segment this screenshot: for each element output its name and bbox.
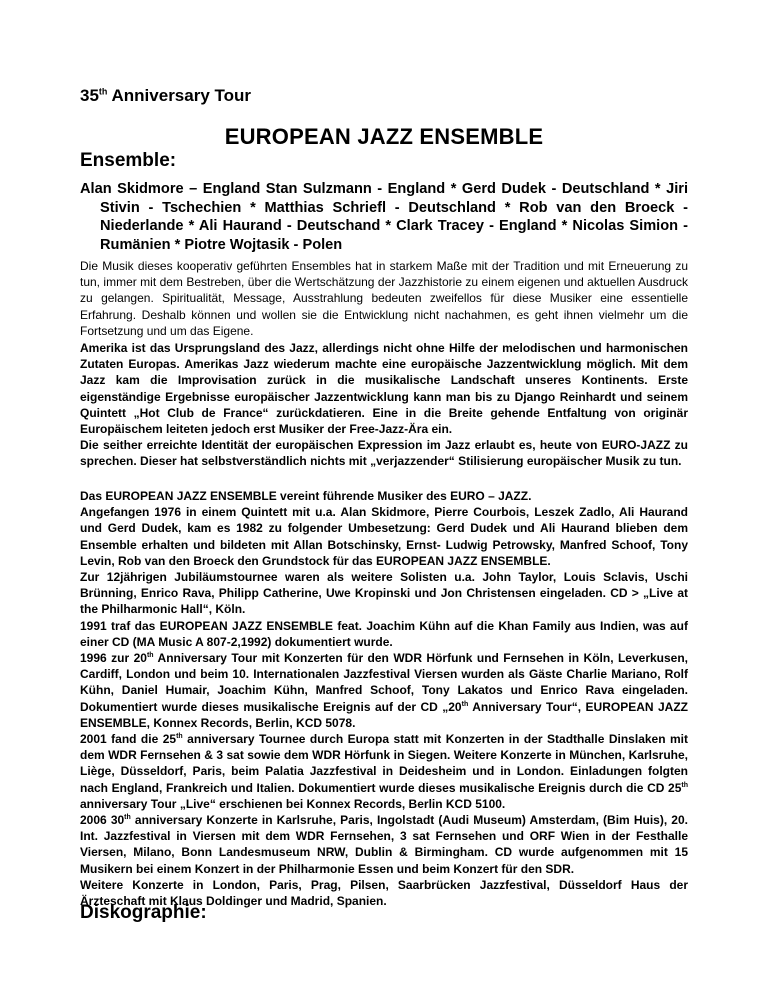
america-text-1: Amerika ist das Ursprungsland des Jazz, allerdings nicht ohne Hilfe der melodischen und harmonischen Zutaten Europas. Amerikas Jazz wiederum machte eine europäische Jazzentwicklung möglich. Mit dem Jazz kam die Improvisation zurück in die musikalische Landschaft unseres Kontinents. Erste eigenständige Ergebnisse europäischer Jazzentwicklung kann man bis zu Django Reinhardt und seinem Quintett „Hot Club de France“ zurückdatieren. Eine in die Breite gehende Entfaltung von originär Europäischem leiteten jedoch erst Musiker der Free-Jazz-Ära ein. bbox=[80, 341, 688, 437]
history-line-7: 2006 30th anniversary Konzerte in Karlsruhe, Paris, Ingolstadt (Audi Museum) Amsterdam, (Bim Huis), 20. Int. Jazzfestival in Viersen mit dem WDR Fernsehen, 3 sat Fernsehen und ORF Wien in der Festhalle Viersen, Milano, Bonn Landesmuseum NRW, Dublin & Birmingham. CD wurde aufgenommen mit 15 Musikern bei einem Konzert in der Philharmonie Essen und beim Konzert für den SDR. bbox=[80, 813, 688, 876]
history-line-4: 1991 traf das EUROPEAN JAZZ ENSEMBLE feat. Joachim Kühn auf die Khan Family aus Indien, was auf einer CD (MA Music A 807-2,1992) dokumentiert wurde. bbox=[80, 618, 688, 649]
history-line-6: 2001 fand die 25th anniversary Tournee durch Europa statt mit Konzerten in der Stadthalle Dinslaken mit dem WDR Fernsehen & 3 sat sowie dem WDR Hörfunk in Siegen. Weitere Konzerte in München, Karlsruhe, Liège, Düsseldorf, Paris, beim Palatia Jazzfestival in Deidesheim und in London. Einladungen folgten nach England, Frankreich und Italien. Dokumentiert wurde dieses musikalische Ereignis durch die CD 25th anniversary Tour „Live“ erschienen bei Konnex Records, Berlin KCD 5100. bbox=[80, 732, 688, 811]
america-text-2: Die seither erreichte Identität der europäischen Expression im Jazz erlaubt es, heute von EURO-JAZZ zu sprechen. Dieser hat selbstverständlich nichts mit „verjazzender“ Stilisierung europäischer Musik zu tun. bbox=[80, 438, 688, 469]
america-paragraph bbox=[80, 340, 688, 470]
discography-heading: Diskographie: bbox=[80, 902, 207, 923]
history-line-1: Das EUROPEAN JAZZ ENSEMBLE vereint führende Musiker des EURO – JAZZ. bbox=[80, 489, 532, 503]
history-line-5: 1996 zur 20th Anniversary Tour mit Konzerten für den WDR Hörfunk und Fernsehen in Köln, Leverkusen, Cardiff, London und beim 10. Internationalen Jazzfestival Viersen wurden als Gäste Charlie Mariano, Rolf Kühn, Daniel Humair, Joachim Kühn, Manfred Schoof, Tony Lakatos und Enrico Rava eingeladen. Dokumentiert wurde dieses musikalische Ereignis auf der CD „20th Anniversary Tour“, EUROPEAN JAZZ ENSEMBLE, Konnex Records, Berlin, KCD 5078. bbox=[80, 651, 689, 730]
history-line-8: Weitere Konzerte in London, Paris, Prag, Pilsen, Saarbrücken Jazzfestival, Düsseldorf Haus der Ärzteschaft mit Klaus Doldinger und Madrid, Spanien. bbox=[80, 877, 688, 909]
history-line-2: Angefangen 1976 in einem Quintett mit u.a. Alan Skidmore, Pierre Courbois, Leszek Zadlo, Ali Haurand und Gerd Dudek, kam es 1982 zu folgender Umbesetzung: Gerd Dudek und Ali Haurand blieben dem Ensemble erhalten und bildeten mit Allan Botschinsky, Ernst- Ludwig Petrowsky, Manfred Schoof, Tony Levin, Rob van den Broeck den Grundstock für das EUROPEAN JAZZ ENSEMBLE. bbox=[80, 505, 688, 568]
page-title: EUROPEAN JAZZ ENSEMBLE bbox=[224, 124, 544, 149]
history-paragraph bbox=[80, 488, 688, 909]
ensemble-members: Alan Skidmore – England Stan Sulzmann - England * Gerd Dudek - Deutschland * Jiri Stivin - Tschechien * Matthias Schriefl - Deutschland * Rob van den Broeck - Niederlande * Ali Haurand - Deutschand * Clark Tracey - England * Nicolas Simion - Rumänien * Piotre Wojtasik - Polen bbox=[80, 181, 688, 253]
tour-subtitle: 35th Anniversary Tour bbox=[80, 86, 252, 105]
history-line-3: Zur 12jährigen Jubiläumstournee waren als weitere Solisten u.a. John Taylor, Louis Sclavis, Uschi Brünning, Enrico Rava, Philipp Catherine, Uwe Kropinski und Jon Christensen eingeladen. CD > „Live at the Philharmonic Hall“, Köln. bbox=[80, 570, 688, 617]
intro-paragraph: Die Musik dieses kooperativ geführten Ensembles hat in starkem Maße mit der Tradition und mit Erneuerung zu tun, immer mit dem Bestreben, über die Wertschätzung der Jazzhistorie zu einem eigenen und aktuellen Ausdruck zu gelangen. Spiritualität, Message, Ausstrahlung bedeuten zweifellos für diese Musiker eine essentielle Erfahrung. Deshalb können und wollen sie die Entwicklung nicht nachahmen, es geht ihnen vielmehr um die Fortsetzung und um das Eigene. bbox=[80, 259, 688, 338]
ensemble-heading: Ensemble: bbox=[80, 150, 177, 171]
